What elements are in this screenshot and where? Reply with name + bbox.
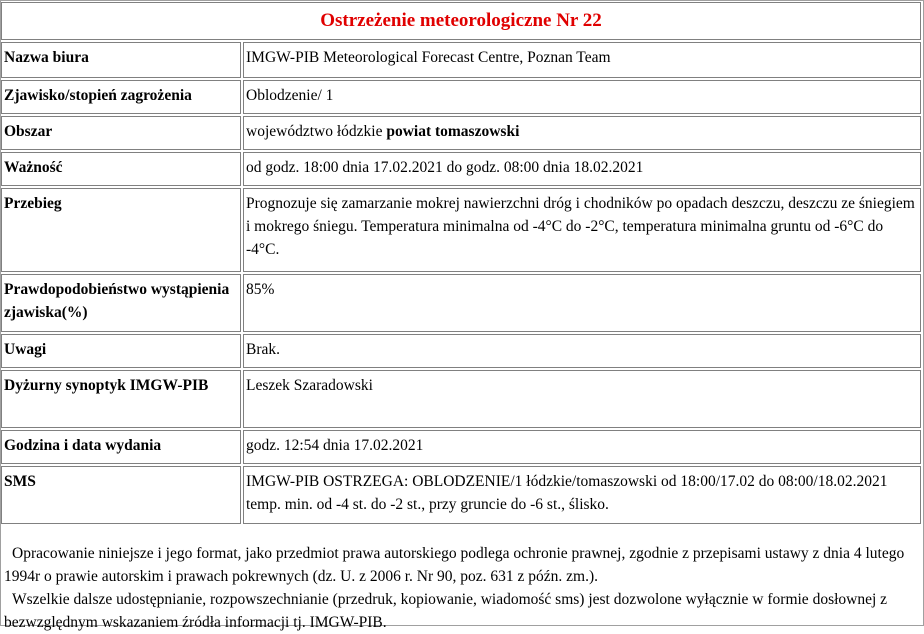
title-row (1, 2, 921, 40)
row-label-office: Nazwa biura (1, 42, 241, 78)
copyright-paragraph: Opracowanie niniejsze i jego format, jako przedmiot prawa autorskiego podlega ochronie prawnej, zgodnie z przepisami ustawy z dnia 4 lutego 1994r o prawie autorskim i prawach pokrewnych (dz. U. z 2006 r. Nr 90, poz. 631 z późn. zm.). (4, 545, 905, 585)
row-label-forecaster: Dyżurny synoptyk IMGW-PIB (1, 370, 241, 428)
table-row (1, 466, 921, 524)
row-value-probability: 85% (243, 274, 921, 332)
table-row (1, 80, 921, 114)
row-label-probability: Prawdopodobieństwo wystąpienia zjawiska(%) (1, 274, 241, 332)
row-value-phenomenon: Oblodzenie/ 1 (243, 80, 921, 114)
row-label-issued: Godzina i data wydania (1, 430, 241, 464)
table-row (1, 116, 921, 150)
row-value-forecaster: Leszek Szaradowski (243, 370, 921, 428)
row-value-course: Prognozuje się zamarzanie mokrej nawierzchni dróg i chodników po opadach deszczu, deszczu ze śniegiem i mokrego śniegu. Temperatura minimalna od -4°C do -2°C, temperatura minimalna gruntu od -6°C do -4°C. (243, 188, 921, 272)
warning-title: Ostrzeżenie meteorologiczne Nr 22 (1, 2, 921, 40)
copyright-notice (4, 542, 918, 634)
table-row (1, 430, 921, 464)
table-row (1, 334, 921, 368)
row-label-remarks: Uwagi (1, 334, 241, 368)
row-label-course: Przebieg (1, 188, 241, 272)
row-label-sms: SMS (1, 466, 241, 524)
table-row (1, 152, 921, 186)
table-row (1, 274, 921, 332)
table-row (1, 188, 921, 272)
table-row (1, 370, 921, 428)
row-value-remarks: Brak. (243, 334, 921, 368)
row-label-validity: Ważność (1, 152, 241, 186)
area-voivodeship: województwo łódzkie (246, 123, 383, 140)
area-county: powiat tomaszowski (386, 123, 520, 140)
row-value-validity: od godz. 18:00 dnia 17.02.2021 do godz. 08:00 dnia 18.02.2021 (243, 152, 921, 186)
row-value-area (243, 116, 921, 150)
row-label-area: Obszar (1, 116, 241, 150)
row-value-office: IMGW-PIB Meteorological Forecast Centre, Poznan Team (243, 42, 921, 78)
row-label-phenomenon: Zjawisko/stopień zagrożenia (1, 80, 241, 114)
table-row (1, 42, 921, 78)
distribution-paragraph: Wszelkie dalsze udostępnianie, rozpowszechnianie (przedruk, kopiowanie, wiadomość sms) jest dozwolone wyłącznie w formie dosłownej z bezwzględnym wskazaniem źródła informacji tj. IMGW-PIB. (4, 591, 888, 631)
row-value-issued: godz. 12:54 dnia 17.02.2021 (243, 430, 921, 464)
row-value-sms: IMGW-PIB OSTRZEGA: OBLODZENIE/1 łódzkie/tomaszowski od 18:00/17.02 do 08:00/18.02.2021 temp. min. od -4 st. do -2 st., przy gruncie do -6 st., ślisko. (243, 466, 921, 524)
